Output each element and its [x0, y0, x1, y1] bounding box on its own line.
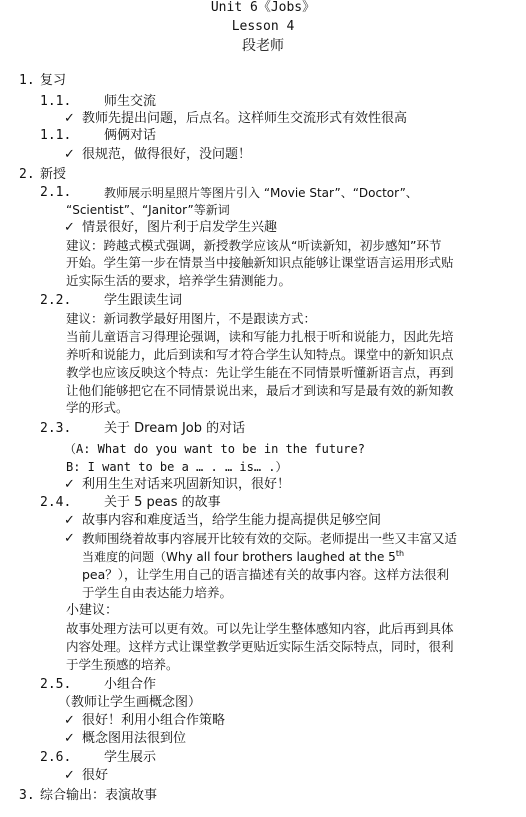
- check-icon: ✓: [64, 768, 75, 783]
- section-2-2-note-line1: 建议：新词教学最好用图片，不是跟读方式：: [66, 311, 317, 326]
- section-2-1-title-line1: 教师展示明星照片等图片引入 “Movie Star”、“Doctor”、: [104, 186, 418, 200]
- section-2-1-note-line1: 建议：跨越式模式强调，新授教学应该从“听读新知，初步感知”环节: [66, 238, 442, 253]
- check-icon: ✓: [64, 731, 75, 746]
- section-3-title: 综合输出：表演故事: [40, 788, 158, 803]
- section-2-1-comment: 情景很好，图片利于启发学生兴趣: [82, 220, 278, 235]
- section-1-1-comment: 教师先提出问题，后点名。这样师生交流形式有效性很高: [82, 111, 408, 126]
- section-2-6-title: 学生展示: [104, 750, 157, 765]
- check-icon: ✓: [64, 111, 75, 126]
- section-2-number: 2.: [19, 167, 35, 182]
- section-2-5-subtitle: （教师让学生画概念图）: [58, 695, 202, 710]
- section-2-2-note-line4: 教学也应该反映这个特点：先让学生能在不同情景听懂新语言点，再到: [66, 365, 454, 380]
- section-2-4-note-line2: 内容处理。这样方式让课堂教学更贴近实际生活交际特点，同时，很利: [66, 639, 454, 654]
- section-2-2-number: 2.2.: [40, 293, 72, 308]
- section-2-title: 新授: [40, 167, 67, 182]
- section-2-1-note-line3: 近实际生活的要求，培养学生猜测能力。: [66, 273, 292, 288]
- section-2-6-number: 2.6.: [40, 750, 72, 765]
- section-2-5-number: 2.5.: [40, 677, 72, 692]
- teacher-name: 段老师: [242, 38, 284, 54]
- section-2-3-comment: 利用生生对话来巩固新知识，很好！: [82, 477, 291, 492]
- section-2-4-note-line3: 于学生预感的培养。: [66, 657, 179, 672]
- section-2-4-comment-2-line3: pea？），让学生用自己的语言描述有关的故事内容。这样方法很利: [82, 567, 450, 582]
- section-2-4-comment-2-line2-text: 当难度的问题（Why all four brothers laughed at the 5: [82, 550, 396, 564]
- section-2-3-title: 关于 Dream Job 的对话: [104, 421, 246, 436]
- unit-title: Unit 6《Jobs》: [210, 0, 316, 15]
- section-1-title: 复习: [40, 73, 67, 88]
- section-2-1-note-line2: 开始。学生第一步在情景当中接触新知识点能够让课堂语言运用形式贴: [66, 255, 454, 270]
- dialogue-line-b: B: I want to be a … . … is… .）: [66, 460, 288, 474]
- superscript-th: th: [395, 549, 405, 558]
- dialogue-line-a: （A: What do you want to be in the future?: [64, 442, 365, 456]
- section-2-2-note-line6: 学的形式。: [66, 400, 129, 415]
- section-2-1-title-line2: “Scientist”、“Janitor”等新词: [66, 203, 230, 217]
- section-2-4-comment-2-line2: [82, 548, 404, 566]
- section-2-4-comment-2-line4: 于学生自由表达能力培养。: [82, 585, 233, 600]
- lesson-title: Lesson 4: [231, 19, 295, 34]
- section-1-number: 1.: [19, 73, 35, 88]
- section-1-1-title: 师生交流: [104, 94, 157, 109]
- section-1-2-title: 俩俩对话: [104, 128, 157, 143]
- section-3-number: 3.: [19, 788, 35, 803]
- check-icon: ✓: [64, 220, 75, 235]
- section-2-2-note-line5: 让他们能够把它在不同情景说出来，最后才到读和写是最有效的新知教: [66, 383, 454, 398]
- section-1-2-comment: 很规范，做得很好，没问题！: [82, 147, 252, 162]
- section-1-1-number: 1.1.: [40, 94, 72, 109]
- section-2-3-number: 2.3.: [40, 421, 72, 436]
- section-2-5-title: 小组合作: [104, 677, 157, 692]
- section-2-4-comment-2-line1: 教师围绕着故事内容展开比较有效的交际。老师提出一些又丰富又适: [82, 531, 458, 546]
- section-2-5-comment-1: 很好！利用小组合作策略: [82, 713, 226, 728]
- section-1-2-number: 1.1.: [40, 128, 72, 143]
- section-2-4-number: 2.4.: [40, 495, 72, 510]
- check-icon: ✓: [64, 513, 75, 528]
- section-2-4-title: 关于 5 peas 的故事: [104, 495, 221, 510]
- section-2-5-comment-2: 概念图用法很到位: [82, 731, 187, 746]
- section-2-6-comment: 很好: [82, 768, 109, 783]
- check-icon: ✓: [64, 147, 75, 162]
- section-2-2-title: 学生跟读生词: [104, 293, 183, 308]
- section-2-2-note-line2: 当前儿童语言习得理论强调，读和写能力扎根于听和说能力，因此先培: [66, 329, 454, 344]
- section-2-2-note-line3: 养听和说能力，此后到读和写才符合学生认知特点。课堂中的新知识点: [66, 347, 454, 362]
- section-2-1-number: 2.1.: [40, 185, 72, 200]
- section-2-4-comment-1: 故事内容和难度适当，给学生能力提高提供足够空间: [82, 513, 382, 528]
- check-icon: ✓: [64, 531, 75, 546]
- check-icon: ✓: [64, 477, 75, 492]
- section-2-4-note-line1: 故事处理方法可以更有效。可以先让学生整体感知内容，此后再到具体: [66, 621, 454, 636]
- section-2-4-suggestion-title: 小建议：: [66, 603, 119, 618]
- check-icon: ✓: [64, 713, 75, 728]
